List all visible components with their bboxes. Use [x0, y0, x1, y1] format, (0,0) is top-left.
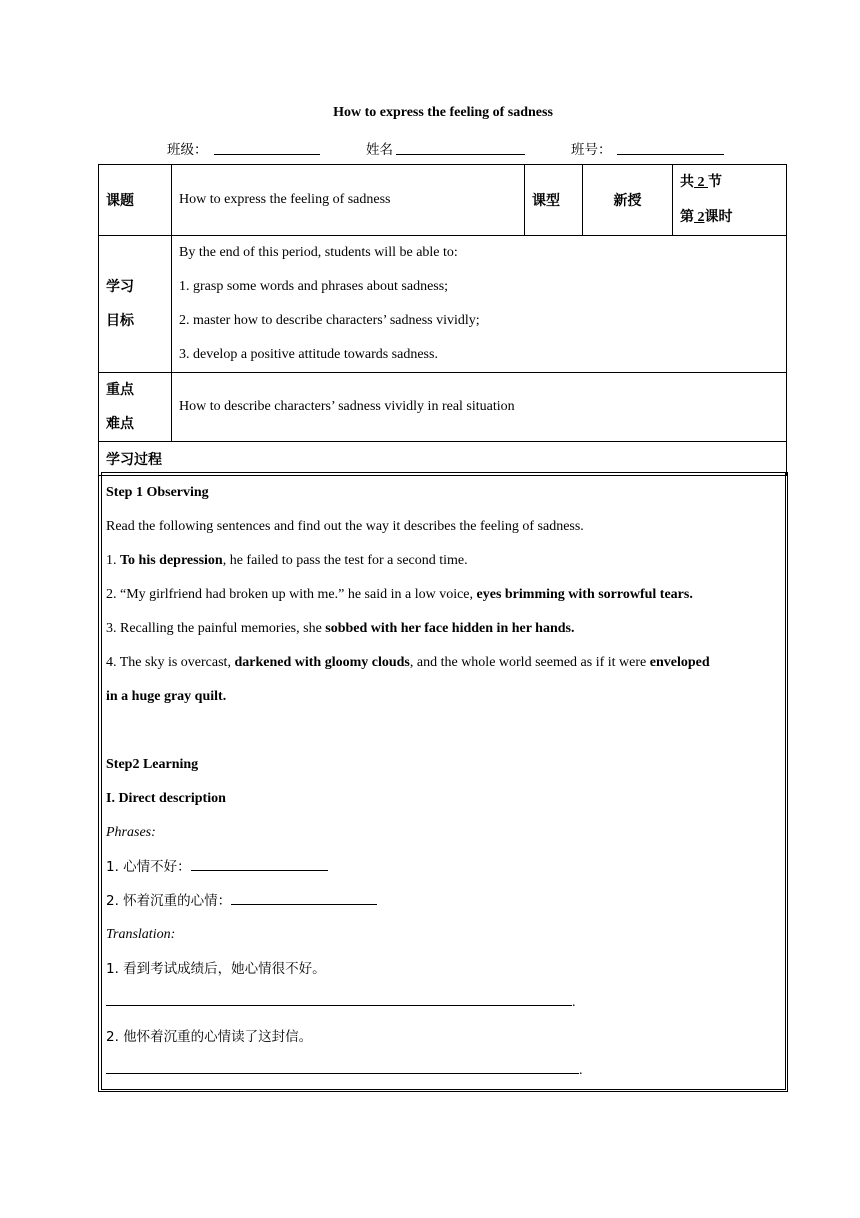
lesson-info-table	[98, 164, 787, 476]
goals-list	[172, 236, 787, 373]
class-field[interactable]	[214, 138, 320, 155]
type-value: 新授	[583, 165, 673, 236]
sentence-text: Recalling the painful memories, she	[120, 621, 326, 636]
sentence-1	[106, 544, 776, 578]
total-num: 2	[697, 175, 705, 190]
number-label: 班号：	[571, 142, 612, 158]
sentence-number: 1.	[106, 553, 120, 568]
translation-label: Translation:	[106, 927, 176, 942]
lesson-suffix: 课时	[704, 209, 733, 225]
translation-2-answer	[106, 1054, 776, 1088]
sentence-highlight: eyes brimming with sorrowful tears.	[476, 587, 693, 602]
blank-line	[106, 714, 776, 748]
translation-1-prompt: 1. 看到考试成绩后，她心情很不好。	[106, 961, 326, 977]
page-title: How to express the feeling of sadness	[333, 105, 553, 120]
sentence-text: “My girlfriend had broken up with me.” he said in a low voice,	[120, 587, 477, 602]
translation-2-prompt: 2. 他怀着沉重的心情读了这封信。	[106, 1029, 313, 1045]
sentence-text: , and the whole world seemed as if it were	[409, 655, 650, 670]
sentence-number: 2.	[106, 587, 120, 602]
topic-value: How to express the feeling of sadness	[172, 165, 525, 236]
sentence-2	[106, 578, 776, 612]
goals-label	[99, 236, 172, 373]
goal-intro: By the end of this period, students will be able to:	[179, 245, 458, 260]
sentence-text: The sky is overcast,	[119, 655, 235, 670]
phrase-1-blank[interactable]	[191, 856, 328, 871]
name-field[interactable]	[396, 138, 525, 155]
sentence-highlight: darkened with gloomy clouds	[234, 655, 410, 670]
section1-title: I. Direct description	[106, 791, 226, 806]
process-content	[106, 476, 776, 1088]
key-value: How to describe characters’ sadness vividly in real situation	[172, 373, 787, 442]
topic-label: 课题	[99, 165, 172, 236]
goal-item: 2. master how to describe characters’ sadness vividly;	[179, 313, 480, 328]
step1-instruction: Read the following sentences and find out the way it describes the feeling of sadness.	[106, 519, 584, 534]
sentence-number: 4.	[106, 655, 120, 670]
goal-item: 3. develop a positive attitude towards sadness.	[179, 347, 438, 362]
class-label: 班级：	[167, 142, 208, 158]
student-info-row	[0, 138, 860, 158]
period: .	[572, 995, 576, 1010]
phrase-2	[106, 884, 776, 918]
translation-1-blank[interactable]	[106, 991, 572, 1006]
type-label: 课型	[525, 165, 583, 236]
phrases-label: Phrases:	[106, 825, 156, 840]
goal-item: 1. grasp some words and phrases about sadness;	[179, 279, 449, 294]
phrase-prompt: 1. 心情不好：	[106, 859, 191, 875]
total-suffix: 节	[708, 174, 722, 190]
translation-2-blank[interactable]	[106, 1059, 579, 1074]
lesson-prefix: 第	[680, 209, 694, 225]
phrase-prompt: 2. 怀着沉重的心情：	[106, 893, 232, 909]
key-label-1: 重点	[106, 382, 134, 398]
total-prefix: 共	[680, 174, 694, 190]
sentence-3	[106, 612, 776, 646]
name-label: 姓名	[366, 142, 393, 158]
goals-label-2: 目标	[106, 313, 134, 329]
sentence-highlight: To his depression	[120, 553, 223, 568]
phrase-1	[106, 850, 776, 884]
key-label-2: 难点	[106, 416, 134, 432]
sentence-4	[106, 646, 776, 680]
sentence-4-continued: in a huge gray quilt.	[106, 689, 227, 704]
key-label	[99, 373, 172, 442]
lesson-num: 2	[697, 210, 705, 225]
step2-title: Step2 Learning	[106, 757, 199, 772]
session-info	[673, 165, 787, 236]
sentence-text: , he failed to pass the test for a second time.	[222, 553, 468, 568]
sentence-highlight: sobbed with her face hidden in her hands.	[325, 621, 575, 636]
sentence-highlight: enveloped	[649, 655, 710, 670]
translation-1-answer	[106, 986, 776, 1020]
period: .	[579, 1063, 583, 1078]
step1-title: Step 1 Observing	[106, 485, 209, 500]
sentence-number: 3.	[106, 621, 120, 636]
process-label: 学习过程	[99, 442, 787, 476]
phrase-2-blank[interactable]	[231, 890, 377, 905]
goals-label-1: 学习	[106, 279, 134, 295]
number-field[interactable]	[617, 138, 724, 155]
